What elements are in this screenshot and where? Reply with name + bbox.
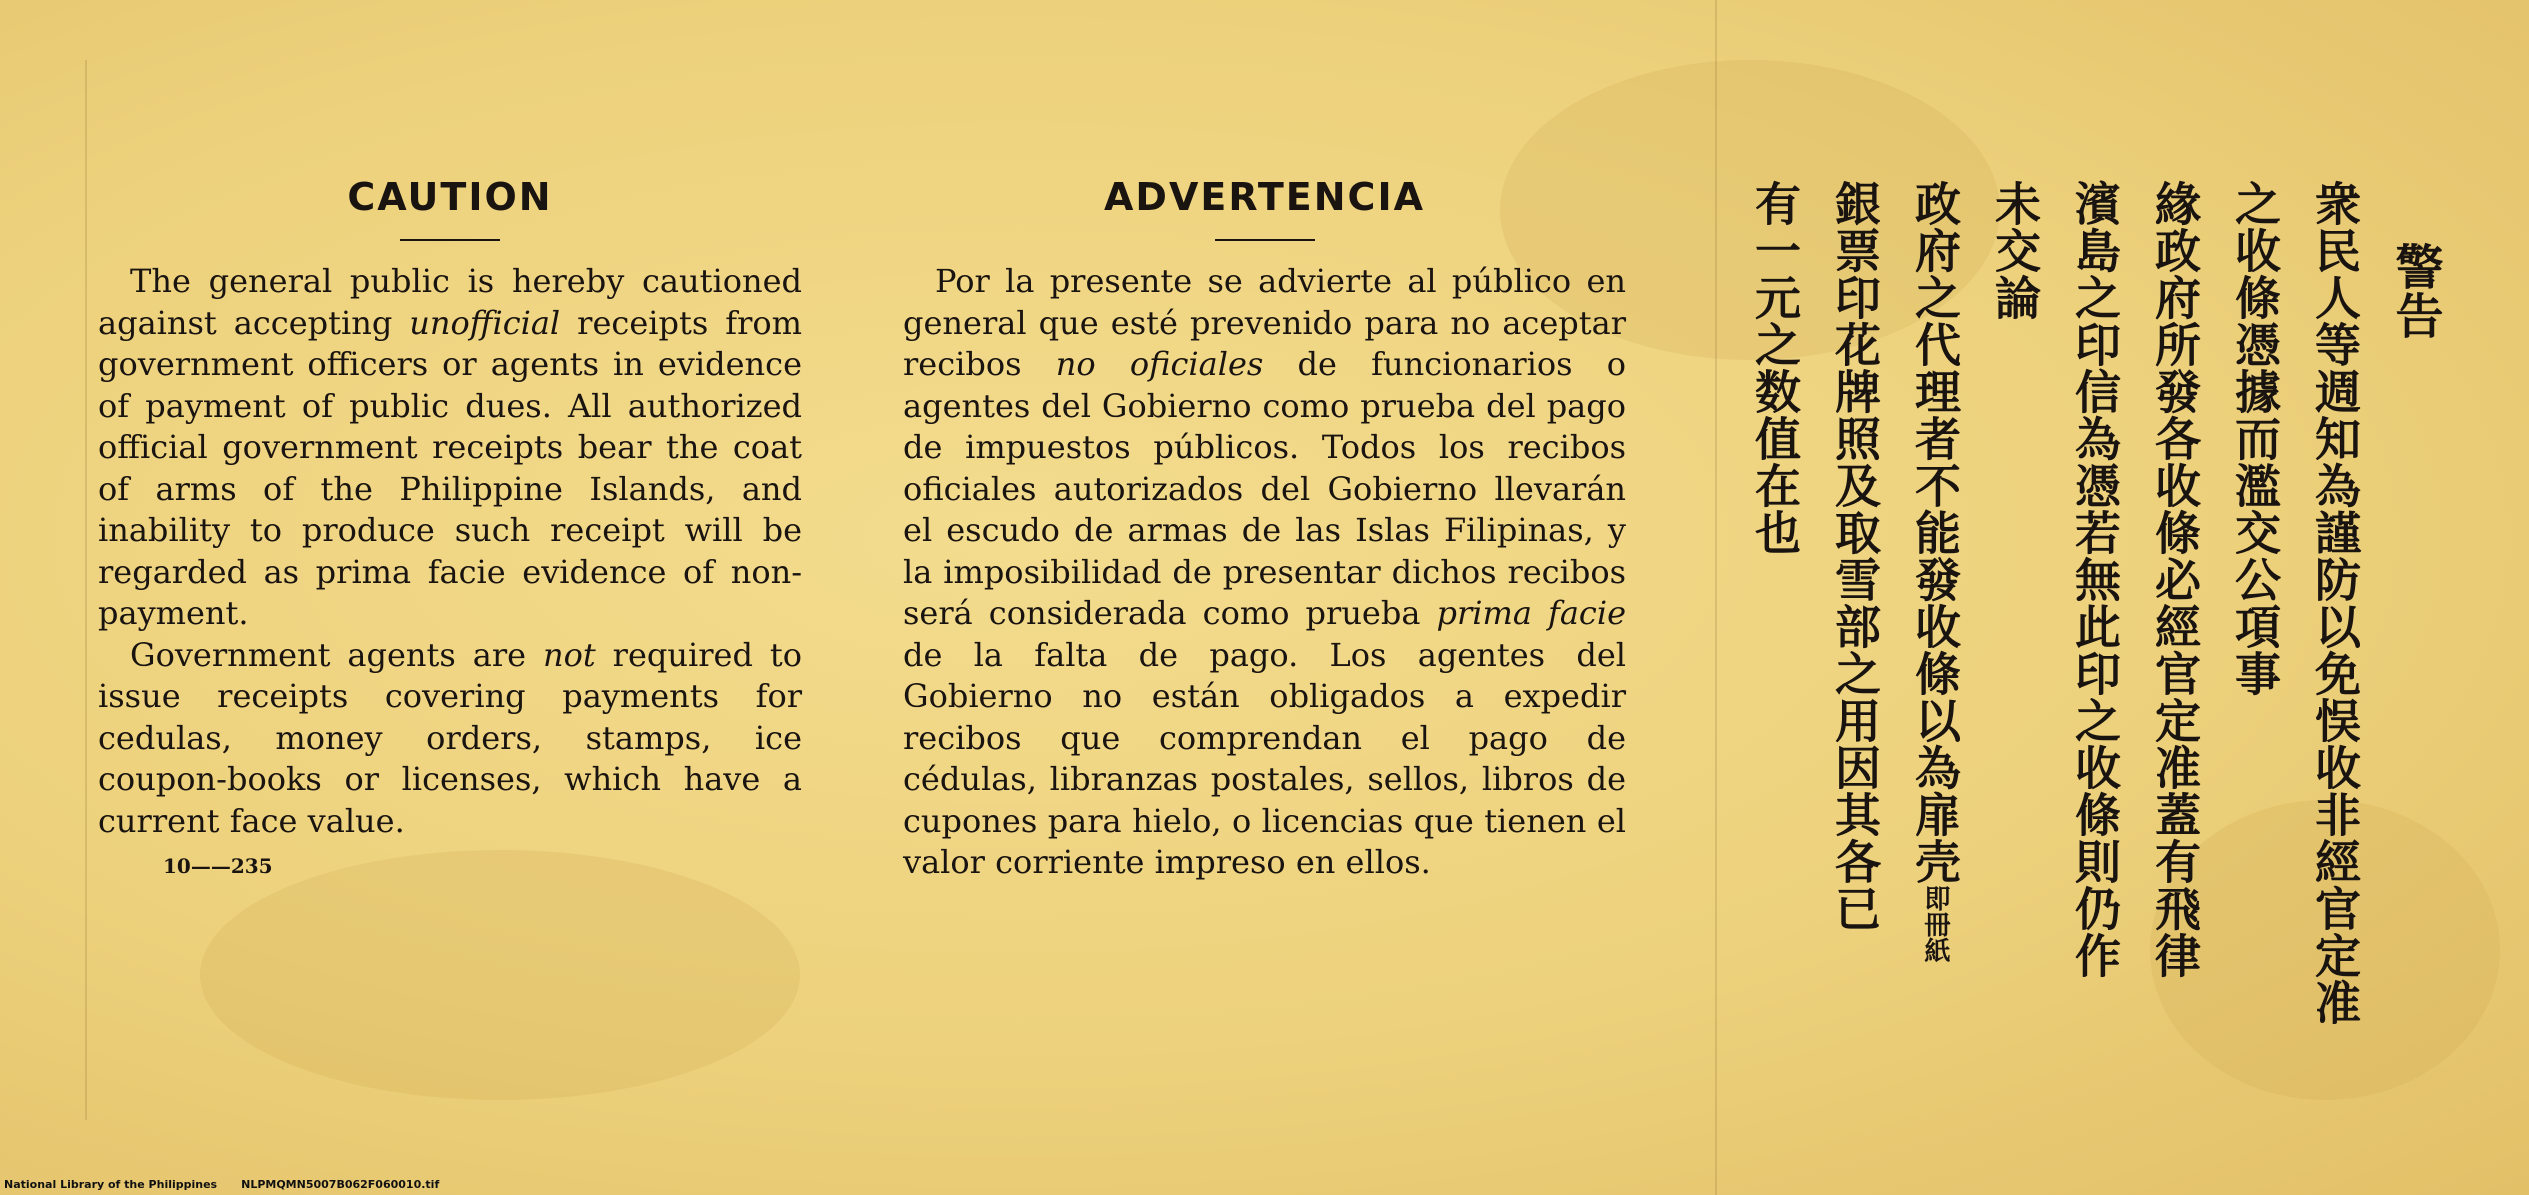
caution-p2-italic: not [543,635,596,674]
caution-paragraph-2 [98,635,802,843]
caution-p1-text-end: receipts from government officers or agents in evidence of payment of public dues. All authorized official government receipts bear the coat of arms of the Philippine Islands, and inability to produce such receipt will be regarded as prima facie evidence of non-payment. [98,303,802,632]
advertencia-text-2: de funcionarios o agentes del Gobierno como prueba del pago de impuestos públicos. Todos los recibos oficiales autorizados del Gobierno llevarán el escudo de armas de las Islas Filipinas, y la imposibilidad de presentar dichos recibos será considerada como prueba [903,345,1627,632]
chinese-title: 警告 [2387,242,2443,340]
advertencia-paragraph [903,261,1626,884]
chinese-line-5: 未交論 [1988,180,2042,321]
form-code: 10——235 [163,854,273,878]
chinese-line-1: 衆民人等週知為謹防以免悮收非經官定准 [2308,180,2362,1026]
chinese-line-4: 濱島之印信為憑若無此印之收條則仍作 [2068,180,2122,979]
paper-stain [200,850,800,1100]
advertencia-italic-2: prima facie [1436,594,1626,632]
heading-underline [1215,239,1315,241]
paper-fold-line [85,60,87,1120]
chinese-line-3: 緣政府所發各收條必經官定准蓋有飛律 [2148,180,2202,979]
chinese-line-6-main: 政府之代理者不能發收條以為扉壳 [1908,180,1962,885]
chinese-warning-column [1748,180,2455,1026]
chinese-line-6 [1895,180,1975,1000]
advertencia-heading: ADVERTENCIA [1104,175,1425,219]
file-id: NLPMQMN5007B062F060010.tif [241,1178,440,1191]
caution-heading: CAUTION [347,175,553,219]
heading-underline [400,239,500,241]
caution-paragraph-1 [98,261,802,635]
spanish-advertencia-column [903,175,1626,884]
caution-p2-text: Government agents are [130,635,543,674]
chinese-line-8: 有一元之数值在也 [1748,180,1802,556]
caution-p1-text: The general public is hereby cautioned against accepting [98,262,802,342]
caution-p1-italic: unofficial [409,303,561,342]
advertencia-italic-1: no oficiales [1055,345,1264,383]
english-caution-column [98,175,802,878]
library-name: National Library of the Philippines [4,1178,218,1191]
chinese-line-7: 銀票印花牌照及取雪部之用因其各已 [1828,180,1882,932]
advertencia-text-3: de la falta de pago. Los agentes del Gobierno no están obligados a expedir recibos que comprendan el pago de cédulas, libranzas postales, sellos, libros de cupones para hielo, o licencias que tienen el valor corriente impreso en ellos. [903,635,1626,881]
caution-p2-text-end: required to issue receipts covering payments for cedulas, money orders, stamps, ice coupon-books or licenses, which have a current face value. [98,635,803,840]
advertencia-text-1: Por la presente se advierte al público en general que esté prevenido para no aceptar recibos [903,262,1626,383]
paper-fold-line [1715,0,1717,1195]
chinese-line-2: 之收條憑據而濫交公項事 [2228,180,2282,697]
chinese-line-6-annotation: 即冊紙 [1920,885,1950,963]
scan-footer [4,1178,439,1191]
